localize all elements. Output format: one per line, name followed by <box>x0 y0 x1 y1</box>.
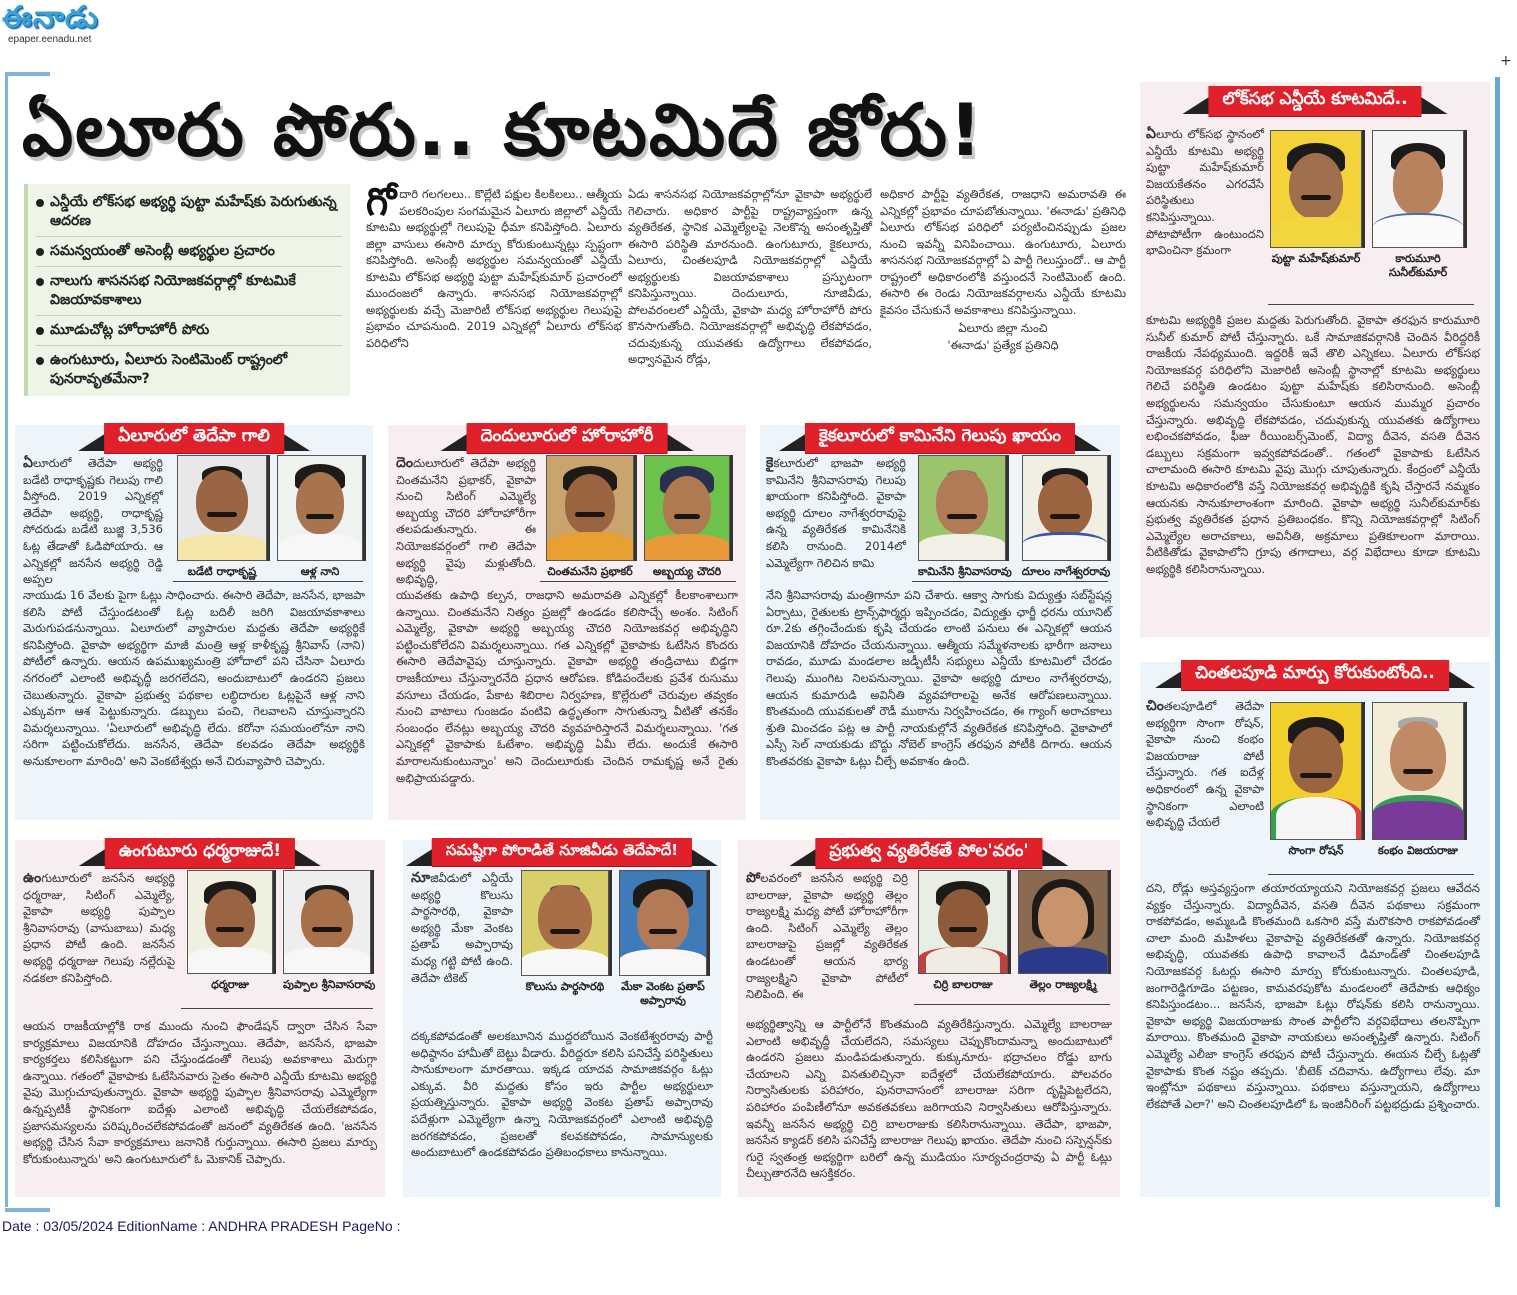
story-body: దక్కకపోవడంతో అలకబూనిన ముద్దరబోయిన వెంకటేశ్వరరావు పార్టీ అధిష్ఠానం హామీతో బెట్టు వీడారు. వీరిద్దరూ కలిసి పనిచేస్తే పరిస్థితులు సానుకూలంగా మారతాయి. ఇక్కడ యాదవ సామాజికవర్గం ఓట్లు ఎక్కువ. వీరి మద్దతు కోసం ఇరు పార్టీల అభ్యర్థులూ ప్రయత్నిస్తున్నారు. వైకాపా అభ్యర్థి వెంకట ప్రతాప్ అప్పారావు పదేళ్లుగా ఎమ్మెల్యేగా ఉన్నా నియోజకవర్గంలో ఎలాంటి అభివృద్ధి జరగకపోవడం, ప్రజలతో కలవకపోవడం, సామాన్యులకు అందుబాటులో ఉండకపోవడం ప్రతిబంధకాలు కానున్నాయి. <box>411 1029 713 1160</box>
candidate-card <box>1018 870 1108 992</box>
candidate-photos <box>177 455 363 579</box>
bullet-icon <box>36 248 44 256</box>
byline: ఏలూరు జిల్లా నుంచి 'ఈనాడు' ప్రత్యేక ప్రతినిధి <box>947 321 1059 352</box>
candidate-card <box>277 455 363 579</box>
candidate-name: చింతమనేని ప్రభాకర్ <box>547 565 633 578</box>
section-title: లోక్‌సభ ఎన్డీయే కూటమిదే.. <box>1208 86 1421 116</box>
section-ribbon <box>1208 86 1421 116</box>
candidate-name: మేకా వెంకట ప్రతాప్ అప్పారావు <box>621 980 705 1007</box>
story-intro: కైకలూరులో భాజపా అభ్యర్థి కామినేని శ్రీనివాసరావు గెలుపు ఖాయంగా కనిపిస్తోంది. వైకాపా అభ్యర్థి దూలం నాగేశ్వరరావుపై ఉన్న వ్యతిరేకత కామినేనికి కలిసి రానుంది. 2014లో ఎమ్మెల్యేగా గెలిచిన కామి <box>766 455 906 570</box>
section-title: ప్రభుత్వ వ్యతిరేకతే పోల'వరం' <box>815 838 1042 868</box>
bullet-icon <box>36 357 44 365</box>
divider <box>173 581 363 582</box>
edition-footer: Date : 03/05/2024 EditionName : ANDHRA PRADESH PageNo : <box>2 1218 401 1234</box>
candidate-photos <box>521 870 707 1008</box>
story-body: అభ్యర్థిత్వాన్ని ఆ పార్టీలోనే కొంతమంది వ్యతిరేకిస్తున్నారు. ఎమ్మెల్యే బాలరాజు ఎలాంటి అభివృద్ధీ చేయలేదని, సమస్యలు చెప్పుకొందామన్నా అందుబాటులో ఉండరని ప్రజలు మండిపడుతున్నారు. కుక్కునూరు- భద్రాచలం రోడ్డు బాగు చేయాలని ఎన్ని వినతులిచ్చినా ఐదేళ్లలో చేయలేకపోయారు. పోలవరం నిర్వాసితులకు పరిహారం, పునరావాసంలో బాలరాజు సరిగా దృష్టిపెట్టలేదని, పరిహారం పంపిణీలోనూ అవకతవకలు జరిగాయని నిర్వాసితులు ఆరోపిస్తున్నారు. ఇవన్నీ జనసేన అభ్యర్థి చిర్రి బాలరాజుకు కలిసిరానున్నాయి. తెదేపా, భాజపా, జనసేన క్యాడర్ కలిసి పనిచేస్తే బాలరాజు గెలుపు ఖాయం. తెదేపా నుంచి సస్పెన్షన్‌కు గురై స్వతంత్ర అభ్యర్థిగా బరిలో ఉన్న ముడియం సూర్యచంద్రరావు ఏ పార్టీ ఓట్లు చీల్చుతారనేది ఆసక్తికరం. <box>746 1017 1112 1181</box>
story-body: దని, రోడ్లు అస్తవ్యస్తంగా తయారయ్యాయని నియోజకవర్గ ప్రజలు ఆవేదన వ్యక్తం చేస్తున్నారు. విద్యాదీవెన, వసతి దీవెన పథకాలు సక్రమంగా రాకపోవడం, అమ్మఒడి కొంతమంది ఒకసారి వస్తే మరొకసారి రాకపోవడంతో చాలా మంది మహిళలు వైకాపాపై వ్యతిరేకతతో ఉన్నారు. నియోజకవర్గ అభివృద్ధి, యువతకు ఉపాధి కావాలనే డిమాండ్‌తో చింతలపూడి నియోజకవర్గ ఓటర్లు ఈసారి మార్పు కోరుకుంటున్నారు. చింతలపూడి, జంగారెడ్డిగూడెం పట్టణం, కామవరపుకోట మండలంలో తెదేపాకు ఆధిక్యం కనిపిస్తుండటం... జనసేన, భాజపా ఓట్లు రోషన్‌కు కలిసి రానున్నాయి. వైకాపా అభ్యర్థి విజయరాజుకు సొంత పార్టీలోని వర్గవిభేదాలు తలనొప్పిగా మారాయి. కొంతమంది వైకాపా నాయకులు అసంతృప్తితో ఉన్నారు. సిటింగ్ ఎమ్మెల్యే ఎలీజా కాంగ్రెస్ తరఫున పోటీ చేస్తున్నారు. ఈయన చీల్చే ఓట్లతో వైకాపాకు కొంత నష్టం తప్పదు. 'బీటెక్ చదివాను. ఉద్యోగాలు లేవు. మా ఇంట్లోనూ పథకాలు వస్తున్నాయి. పథకాలు వస్తున్నాయని, ఉద్యోగాలు లేకపోతే ఎలా?' అని చింతలపూడిలో ఓ ఇంజినీరింగ్ పట్టభద్రుడు ప్రశ్నించారు. <box>1146 881 1480 1111</box>
story-intro: ఏలూరు లోక్‌సభ స్థానంలో ఎన్డీయే కూటమి అభ్యర్థి పుట్టా మహేష్‌కుమార్ విజయకేతనం ఎగరవేసే పరిస్థితులు కనిపిస్తున్నాయి. పోటాపోటీగా ఉంటుందని భావించినా క్రమంగా <box>1146 126 1264 258</box>
section-ribbon <box>432 838 692 866</box>
lead-column-2: ఏడు శాసనసభ నియోజకవర్గాల్లోనూ వైకాపా అభ్యర్థులే గెలిచారు. అధికార పార్టీపై రాష్ట్రవ్యాప్తంగా ఉన్న వ్యతిరేకత, స్థానిక ఎమ్మెల్యేలపై నెలకొన్న అసంతృప్తితో ఈసారి పరిస్థితి మారనుంది. ఉంగుటూరు, కైకలూరు, ఏలూరు, చింతలపూడి నియోజకవర్గాల్లో ఎన్డీయే అభ్యర్థులకు విజయావకాశాలు ప్రస్ఫుటంగా కనిపిస్తున్నాయి. దెందులూరు, నూజివీడు, పోలవరంలలో ఎన్డీయే, వైకాపా మధ్య హోరాహోరీ పోరు కొనసాగుతోంది. నియోజకవర్గాల్లో అభివృద్ధి లేకపోవడం, చదువుకున్న యువతకు ఉద్యోగాలు లేకపోవడం, అధ్వానమైన రోడ్లు, <box>628 187 872 366</box>
story-body: నేని శ్రీనివాసరావు మంత్రిగానూ పని చేశారు. ఆక్వా సాగుకు విద్యుత్తు సబ్‌స్టేషన్ల ఏర్పాటు, రైతులకు ట్రాన్స్‌ఫార్మర్లు ఇప్పించడం, విద్యుత్తు ఛార్జీ ధరను యూనిట్ రూ.2కు తగ్గించేందుకు కృషి చేయడం లాంటి పనులు ఈ ఎన్నికల్లో ఆయన విజయానికి దోహదం చేయనున్నాయి. ఆత్మీయ సమ్మేళనాలకు భారీగా జనాలు రావడం, మూడు మండలాల జడ్పీటీసీ సభ్యులు ఎన్డీయే కూటమిలో చేరడం గెలుపు ముంగిట నిలపనున్నాయి. వైకాపా అభ్యర్థి దూలం నాగేశ్వరరావు, ఆయన కుమారుడి అవినీతి వ్యవహారాలపై అనేక ఆరోపణలున్నాయి. కొంతమంది యువకులతో రౌడీ ముఠాను నిర్వహించడం, ఈ గ్యాంగ్ అరాచకాలు శ్రుతి మించడం పట్ల ఆ పార్టీ నాయకుల్లోనే వ్యతిరేకత కనిపిస్తోంది. వైకాపాలో ఎస్సీ సెల్ నాయకుడు బొద్దు నోబెల్ కాంగ్రెస్ తరఫున పోటీకి దిగారు. ఆయన కొంతవరకు వైకాపా ఓట్లు చీల్చే అవకాశం ఉంది. <box>766 588 1112 768</box>
divider <box>181 1008 373 1009</box>
candidate-card <box>546 455 634 579</box>
story-intro: ఉంగుటూరులో జనసేన అభ్యర్థి ధర్మరాజు, సిటింగ్ ఎమ్మెల్యే, వైకాపా అభ్యర్థి పుప్పాల శ్రీనివాసరావు (వాసుబాబు) మధ్య ప్రధాన పోటీ ఉంది. జనసేన అభ్యర్థి ధర్మరాజు గెలుపు నల్లేరుపై నడకలా కనిపిస్తోంది. <box>23 870 175 985</box>
story-box-loksabha <box>1140 82 1490 637</box>
frame-right-border <box>1495 77 1500 1207</box>
candidate-name: దూలం నాగేశ్వరరావు <box>1021 565 1111 578</box>
candidate-name: సొంగా రోషన్ <box>1288 844 1344 857</box>
candidate-card <box>1372 702 1464 858</box>
candidate-name: పుట్టా మహేష్‌కుమార్ <box>1271 252 1361 265</box>
story-box-unguturu <box>15 840 385 1197</box>
candidate-photo <box>619 870 707 976</box>
candidate-photo <box>546 455 634 561</box>
candidate-photo <box>187 870 273 974</box>
frame-corner-top <box>5 72 50 76</box>
highlight-item: సమన్వయంతో అసెంబ్లీ అభ్యర్థుల ప్రచారం <box>36 237 342 267</box>
bullet-icon <box>36 199 44 207</box>
candidate-photo <box>918 870 1008 974</box>
candidate-photo <box>177 455 267 561</box>
plus-icon: + <box>1500 53 1512 69</box>
story-body: నాయుడు 16 వేలకు పైగా ఓట్లు సాధించారు. ఈసారి తెదేపా, జనసేన, భాజపా కలిసి పోటీ చేస్తుండటంతో ఓట్ల బదిలీ జరిగి విజయావకాశాలు మెరుగుపడనున్నాయి. ఏలూరులో వ్యాపారుల మద్దతు తెదేపా అభ్యర్థికే కనిపిస్తోంది. వైకాపా అభ్యర్థిగా మాజీ మంత్రి ఆళ్ల కాళీకృష్ణ శ్రీనివాస్ (నాని) పోటీలో ఉన్నారు. ఆయన ఉపముఖ్యమంత్రి హోదాలో పని చేసినా ఏలూరు నగరంలో ఎలాంటి అభివృద్ధీ జరగలేదని, అందుబాటులో ఉండరని ప్రజలు చెబుతున్నారు. వైకాపా ప్రభుత్వ పథకాల లబ్ధిదారుల ఓట్లపైనే ఆళ్ల నాని ఎక్కువగా ఆశ పెట్టుకున్నారు. డబ్బులు పంచి, గెలవాలని చూస్తున్నారని విమర్శలున్నాయి. 'ఏలూరులో అభివృద్ధి లేదు. కరోనా సమయంలోనూ నాని సరిగా పట్టించుకోలేదు. జనసేన, తెదేపా కలవడం తెదేపా అభ్యర్థికి అనుకూలంగా మారింది' అని వెంకటేశ్వర్లు అనే చిరువ్యాపారి చెప్పారు. <box>23 588 365 768</box>
section-ribbon <box>105 838 295 868</box>
candidate-photos <box>546 455 730 579</box>
section-ribbon <box>104 423 284 453</box>
candidate-card <box>1022 455 1110 579</box>
candidate-card <box>1270 130 1362 280</box>
highlight-item: నాలుగు శాసనసభ నియోజకవర్గాల్లో కూటమికే విజయావకాశాలు <box>36 267 342 316</box>
highlight-item: ఉంగుటూరు, ఏలూరు సెంటిమెంట్ రాష్ట్రంలో పునరావృతమేనా? <box>36 346 342 394</box>
highlight-item: మూడుచోట్ల హోరాహోరీ పోరు <box>36 316 342 346</box>
candidate-card <box>521 870 609 1008</box>
section-title: ఉంగుటూరు ధర్మరాజుదే! <box>105 838 295 868</box>
candidate-card <box>644 455 730 579</box>
candidate-card <box>619 870 707 1008</box>
section-ribbon <box>805 423 1075 453</box>
candidate-photos <box>918 455 1110 579</box>
story-body: ఆయన రాజకీయాల్లోకి రాక ముందు నుంచి ఫౌండేషన్ ద్వారా చేసిన సేవా కార్యక్రమాలు విజయానికి దోహదం చేస్తున్నాయి. తెదేపా, జనసేన, భాజపా కార్యకర్తలు కలిసికట్టుగా పని చేస్తుండడంతో గెలుపు అవకాశాలు మెరుగ్గా ఉన్నాయి. గతంలో వైకాపాకు ఓటేసినవారు సైతం ఈసారి ఎన్డీయే కూటమి అభ్యర్థి వైపు మొగ్గుచూపుతున్నారు. వైకాపా అభ్యర్థి పుప్పాల శ్రీనివాసరావు ఎమ్మెల్యేగా ఉన్నప్పటికీ స్థానికంగా ఐదేళ్లు ఎలాంటి అభివృద్ధి చేయలేకపోవడం, ప్రజాసమస్యలను పరిష్కరించలేకపోవడంతో జనంలో వ్యతిరేకత ఉంది. 'జనసేన అభ్యర్థి చేసిన సేవా కార్యక్రమాలు జనానికి గుర్తున్నాయి. ఈసారి ప్రజలు మార్పు కోరుకుంటున్నారు' అని ఉంగుటూరులో ఓ మెకానిక్ చెప్పారు. <box>23 1019 377 1166</box>
candidate-card <box>1270 702 1362 858</box>
story-box-eluru <box>15 425 373 820</box>
story-intro: నూజివీడులో ఎన్డీయే అభ్యర్థి కొలుసు పార్థసారథి, వైకాపా అభ్యర్థి మేకా వెంకట ప్రతాప్ అప్పారావు మధ్య గట్టి పోటీ ఉంది. తెదేపా టికెట్ <box>411 870 513 985</box>
site-url[interactable]: epaper.eenadu.net <box>8 34 92 45</box>
candidate-name: కొలుసు పార్థసారథి <box>525 980 605 993</box>
candidate-card <box>1372 130 1464 280</box>
candidate-name: పుప్పాల శ్రీనివాసరావు <box>283 978 376 991</box>
eenadu-logo[interactable]: ఈనాడు <box>2 0 99 35</box>
story-body: యువతకు ఉపాధి కల్పన, రాజధాని అమరావతి ఎన్నికల్లో కీలకాంశాలుగా ఉన్నాయి. చింతమనేని నిత్యం ప్రజల్లో ఉండడం కలిసొచ్చే అంశం. సిటింగ్ ఎమ్మెల్యే, వైకాపా అభ్యర్థి అబ్బయ్య చౌదరి నియోజకవర్గ అభివృద్ధిని పట్టించుకోలేదని విమర్శలున్నాయి. గత ఎన్నికల్లో వైకాపాకు ఓటేసిన కొందరు ఈసారి తెదేపావైపు చూస్తున్నారు. వైకాపా అభ్యర్థి తండ్రిచాటు బిడ్డగా రాజకీయాలు చేస్తున్నారనేది ప్రధాన ఆరోపణ. కోడిపందేలకు ప్రవేశ రుసుము వసూలు చేయడం, పేకాట శిబిరాల నిర్వహణ, కొల్లేరులో చెరువుల తవ్వకం నుంచి వాటాలు గుంజడం వంటివి ఉద్ధృతంగా సాగుతున్నా వీటితో తనకేం సంబంధం లేనట్లు అబ్బయ్య చౌదరి వ్యవహరిస్తారనే విమర్శలున్నాయి. 'గత ఎన్నికల్లో వైకాపాకు ఓటేశాం. అభివృద్ధి ఏమీ లేదు. అందుకే ఈసారి మారాలనుకుంటున్నాం' అని దెందులూరుకు చెందిన రామకృష్ణ అనే రైతు అభిప్రాయపడ్డారు. <box>396 588 738 785</box>
section-title: కైకలూరులో కామినేని గెలుపు ఖాయం <box>805 423 1075 453</box>
candidate-photo <box>1270 130 1362 248</box>
candidate-name: తెల్లం రాజ్యలక్ష్మి <box>1029 978 1097 991</box>
divider <box>912 581 1108 582</box>
candidate-name: కంభం విజయరాజు <box>1378 844 1458 857</box>
story-box-nuzividu <box>403 840 721 1197</box>
divider <box>540 581 736 582</box>
candidate-card <box>918 870 1008 992</box>
candidate-photo <box>1372 702 1464 840</box>
candidate-name: ధర్మరాజు <box>211 978 249 991</box>
story-body: కూటమి అభ్యర్థికి ప్రజల మద్దతు పెరుగుతోంది. వైకాపా తరఫున కారుమూరి సునీల్ కుమార్ పోటీ చేస్తున్నారు. ఒకే సామాజికవర్గానికి చెందిన వీరిద్దరికీ రాజకీయ నేపథ్యముంది. ఇద్దరికీ ఇవే తొలి ఎన్నికలు. ఏలూరు లోక్‌సభ నియోజకవర్గ పరిధిలోని మెజారిటీ అసెంబ్లీ స్థానాల్లో కూటమి అభ్యర్థులు గెలిచే పరిస్థితి ఉండటం పుట్టా మహేష్‌కు కలిసిరానుంది. అసెంబ్లీ అభ్యర్థులను సమన్వయం చేసుకుంటూ ఆయన ముమ్మర ప్రచారం చేస్తున్నారు. అభివృద్ధి లేకపోవడం, చదువుకున్న యువతకు ఉద్యోగాలు లభించకపోవడం, ఫీజు రీయింబర్స్‌మెంట్, విద్యా దీవెన, వసతి దీవెన డబ్బులు సక్రమంగా ఇవ్వకపోవడంతో.. గతంలో వైకాపాకు ఓటేసిన చాలామంది ఈసారి కూటమి వైపు మొగ్గు చూపుతున్నారు. కేంద్రంలో ఎన్డీయే కూటమి అధికారంలోకి వస్తే నియోజకవర్గ అభివృద్ధికి కృషి చేస్తారనే నమ్మకం ఆయనకు సానుకూలాంశంగా మారింది. వైకాపా అభ్యర్థి సునీల్‌కుమార్‌కు ప్రభుత్వ వ్యతిరేకత ప్రధాన ప్రతిబంధకం. కొన్ని నియోజకవర్గాల్లో సిటింగ్ ఎమ్మెల్యేల అరాచకాలు, అవినీతి, అక్రమాలు ప్రతికూలంగా మారాయి. వీటికితోడు వైకాపాలోని గ్రూపు తగాదాలు, వర్గ విభేదాలు కూడా కూటమి అభ్యర్థికి కలిసిరానున్నాయి. <box>1146 313 1480 576</box>
divider <box>914 1004 1110 1005</box>
candidate-photo <box>277 455 363 561</box>
candidate-photos <box>1270 130 1464 280</box>
section-ribbon <box>467 423 668 453</box>
candidate-card <box>177 455 267 579</box>
highlight-item: ఎన్డీయే లోక్‌సభ అభ్యర్థి పుట్టా మహేష్‌కు పెరుగుతున్న ఆదరణ <box>36 188 342 237</box>
section-ribbon <box>815 838 1042 868</box>
frame-left-border <box>5 72 8 1207</box>
section-ribbon <box>1181 660 1449 690</box>
bullet-icon <box>36 327 44 335</box>
candidate-photos <box>1270 702 1464 858</box>
candidate-photo <box>521 870 609 976</box>
candidate-name: అబ్బయ్య చౌదరి <box>652 565 722 578</box>
candidate-name: చిర్రి బాలరాజు <box>933 978 993 991</box>
section-title: ఏలూరులో తెదేపా గాలి <box>104 423 284 453</box>
divider <box>1268 874 1474 875</box>
candidate-name: బడేటి రాధాకృష్ణ <box>187 565 257 578</box>
story-intro: దెందులూరులో తెదేపా అభ్యర్థి చింతమనేని ప్రభాకర్, వైకాపా నుంచి సిటింగ్ ఎమ్మెల్యే అబ్బయ్య చౌదరి హోరాహోరీగా తలపడుతున్నారు. ఈ నియోజకవర్గంలో గాలి తెదేపా అభ్యర్థి వైపు మళ్లుతోంది. అభివృద్ధి, <box>396 455 536 587</box>
highlights-box <box>24 184 350 396</box>
lead-column-1: గోదారి గలగలలు.. కొల్లేటి పక్షుల కిలకిలలు.. ఆత్మీయ పలకరింపుల సంగమమైన ఏలూరు జిల్లాలో ఎన్డీయే కూటమి అభ్యర్థుల్లో గెలుపుపై ధీమా కనిపిస్తోంది. ఏలూరు జిల్లా వాసులు ఈసారి మార్పు కోరుకుంటున్నట్లు స్పష్టంగా కనిపిస్తోంది. అసెంబ్లీ అభ్యర్థుల సమన్వయంతో ఎన్డీయే కూటమి లోక్‌సభ అభ్యర్థి పుట్టా మహేష్‌కుమార్ ప్రచారంలో ముందంజలో ఉన్నారు. శాసనసభ నియోజకవర్గాల్లో అభ్యర్థులకు వచ్చే మెజారిటీ లోక్‌సభ అభ్యర్థుల గెలుపుపై ప్రభావం చూపనుంది. 2019 ఎన్నికల్లో ఏలూరు లోక్‌సభ పరిధిలోని <box>366 180 622 350</box>
edition-date: 03/05/2024 <box>43 1218 114 1234</box>
story-intro: పోలవరంలో జనసేన అభ్యర్థి చిర్రి బాలరాజు, వైకాపా అభ్యర్థి తెల్లం రాజ్యలక్ష్మి మధ్య పోటీ హోరాహోరీగా ఉంది. సిటింగ్ ఎమ్మెల్యే తెల్లం బాలరాజుపై ప్రజల్లో వ్యతిరేకత ఉండటంతో ఆయన భార్య రాజ్యలక్ష్మిని వైకాపా పోటీలో నిలిపింది. ఈ <box>746 870 908 1002</box>
section-title: సమష్టిగా పోరాడితే నూజివీడు తెదేపాదే! <box>432 838 692 866</box>
candidate-photos <box>187 870 375 992</box>
masthead <box>2 2 142 52</box>
story-intro: చింతలపూడిలో తెదేపా అభ్యర్థిగా సొంగా రోషన్, వైకాపా నుంచి కంభం విజయరాజు పోటీ చేస్తున్నారు. గత ఐదేళ్ల అధికారంలో ఉన్న వైకాపా స్థానికంగా ఎలాంటి అభివృద్ధి చేయలే <box>1146 698 1264 830</box>
dropcap: గో <box>366 180 397 224</box>
section-title: దెందులూరులో హోరాహోరీ <box>467 423 668 453</box>
candidate-name: కామినేని శ్రీనివాసరావు <box>918 565 1012 578</box>
lead-column-3: అధికార పార్టీపై వ్యతిరేకత, రాజధాని అమరావతి ఈ ఎన్నికల్లో ప్రభావం చూపబోతున్నాయి. 'ఈనాడు' ప్రతినిధి ఏలూరు లోక్‌సభ పరిధిలో పర్యటించినప్పుడు ప్రజల నుంచి ఇవన్నీ వినిపించాయి. ఉంగుటూరు, ఏలూరు శాసనసభ నియోజకవర్గాల్లో ఏ పార్టీ గెలుస్తుందో.. ఆ పార్టీ రాష్ట్రంలో అధికారంలోకి వస్తుందనే సెంటిమెంట్ ఉంది. ఈసారి ఈ రెండు నియోజకవర్గాలను ఎన్డీయే కూటమి కైవసం చేసుకునే అవకాశాలు కనిపిస్తున్నాయి. ఏలూరు జిల్లా నుంచి 'ఈనాడు' ప్రత్యేక ప్రతినిధి <box>880 187 1126 352</box>
story-box-denduluru <box>388 425 746 820</box>
story-intro: ఏలూరులో తెదేపా అభ్యర్థి బడేటి రాధాకృష్ణకు గెలుపు గాలి వీస్తోంది. 2019 ఎన్నికల్లో తెదేపా అభ్యర్థి, రాధాకృష్ణ సోదరుడు బడేటి బుజ్జి 3,536 ఓట్ల తేడాతో ఓడిపోయారు. ఆ ఎన్నికల్లో జనసేన అభ్యర్థి రెడ్డి అప్పల <box>23 455 163 587</box>
story-box-kaikaluru <box>760 425 1120 820</box>
main-headline: ఏలూరు పోరు.. కూటమిదే జోరు! <box>22 88 984 172</box>
story-box-chintalapudi <box>1140 662 1490 1197</box>
candidate-name: కారుమూరి సునీల్‌కుమార్ <box>1388 252 1448 279</box>
story-box-polavaram <box>738 840 1120 1197</box>
candidate-photo <box>1270 702 1362 840</box>
section-title: చింతలపూడి మార్పు కోరుకుంటోంది.. <box>1181 660 1449 690</box>
candidate-card <box>283 870 375 992</box>
candidate-photos <box>918 870 1108 992</box>
candidate-photo <box>1018 870 1108 974</box>
candidate-card <box>918 455 1012 579</box>
candidate-photo <box>1022 455 1108 561</box>
candidate-photo <box>283 870 371 974</box>
candidate-card <box>187 870 273 992</box>
bullet-icon <box>36 278 44 286</box>
candidate-name: ఆళ్ల నాని <box>300 565 340 578</box>
candidate-photo <box>1372 130 1464 248</box>
candidate-photo <box>918 455 1006 561</box>
edition-name: ANDHRA PRADESH <box>208 1218 339 1234</box>
candidate-photo <box>644 455 730 561</box>
frame-corner-bottom <box>5 1208 50 1212</box>
divider <box>1268 304 1474 305</box>
